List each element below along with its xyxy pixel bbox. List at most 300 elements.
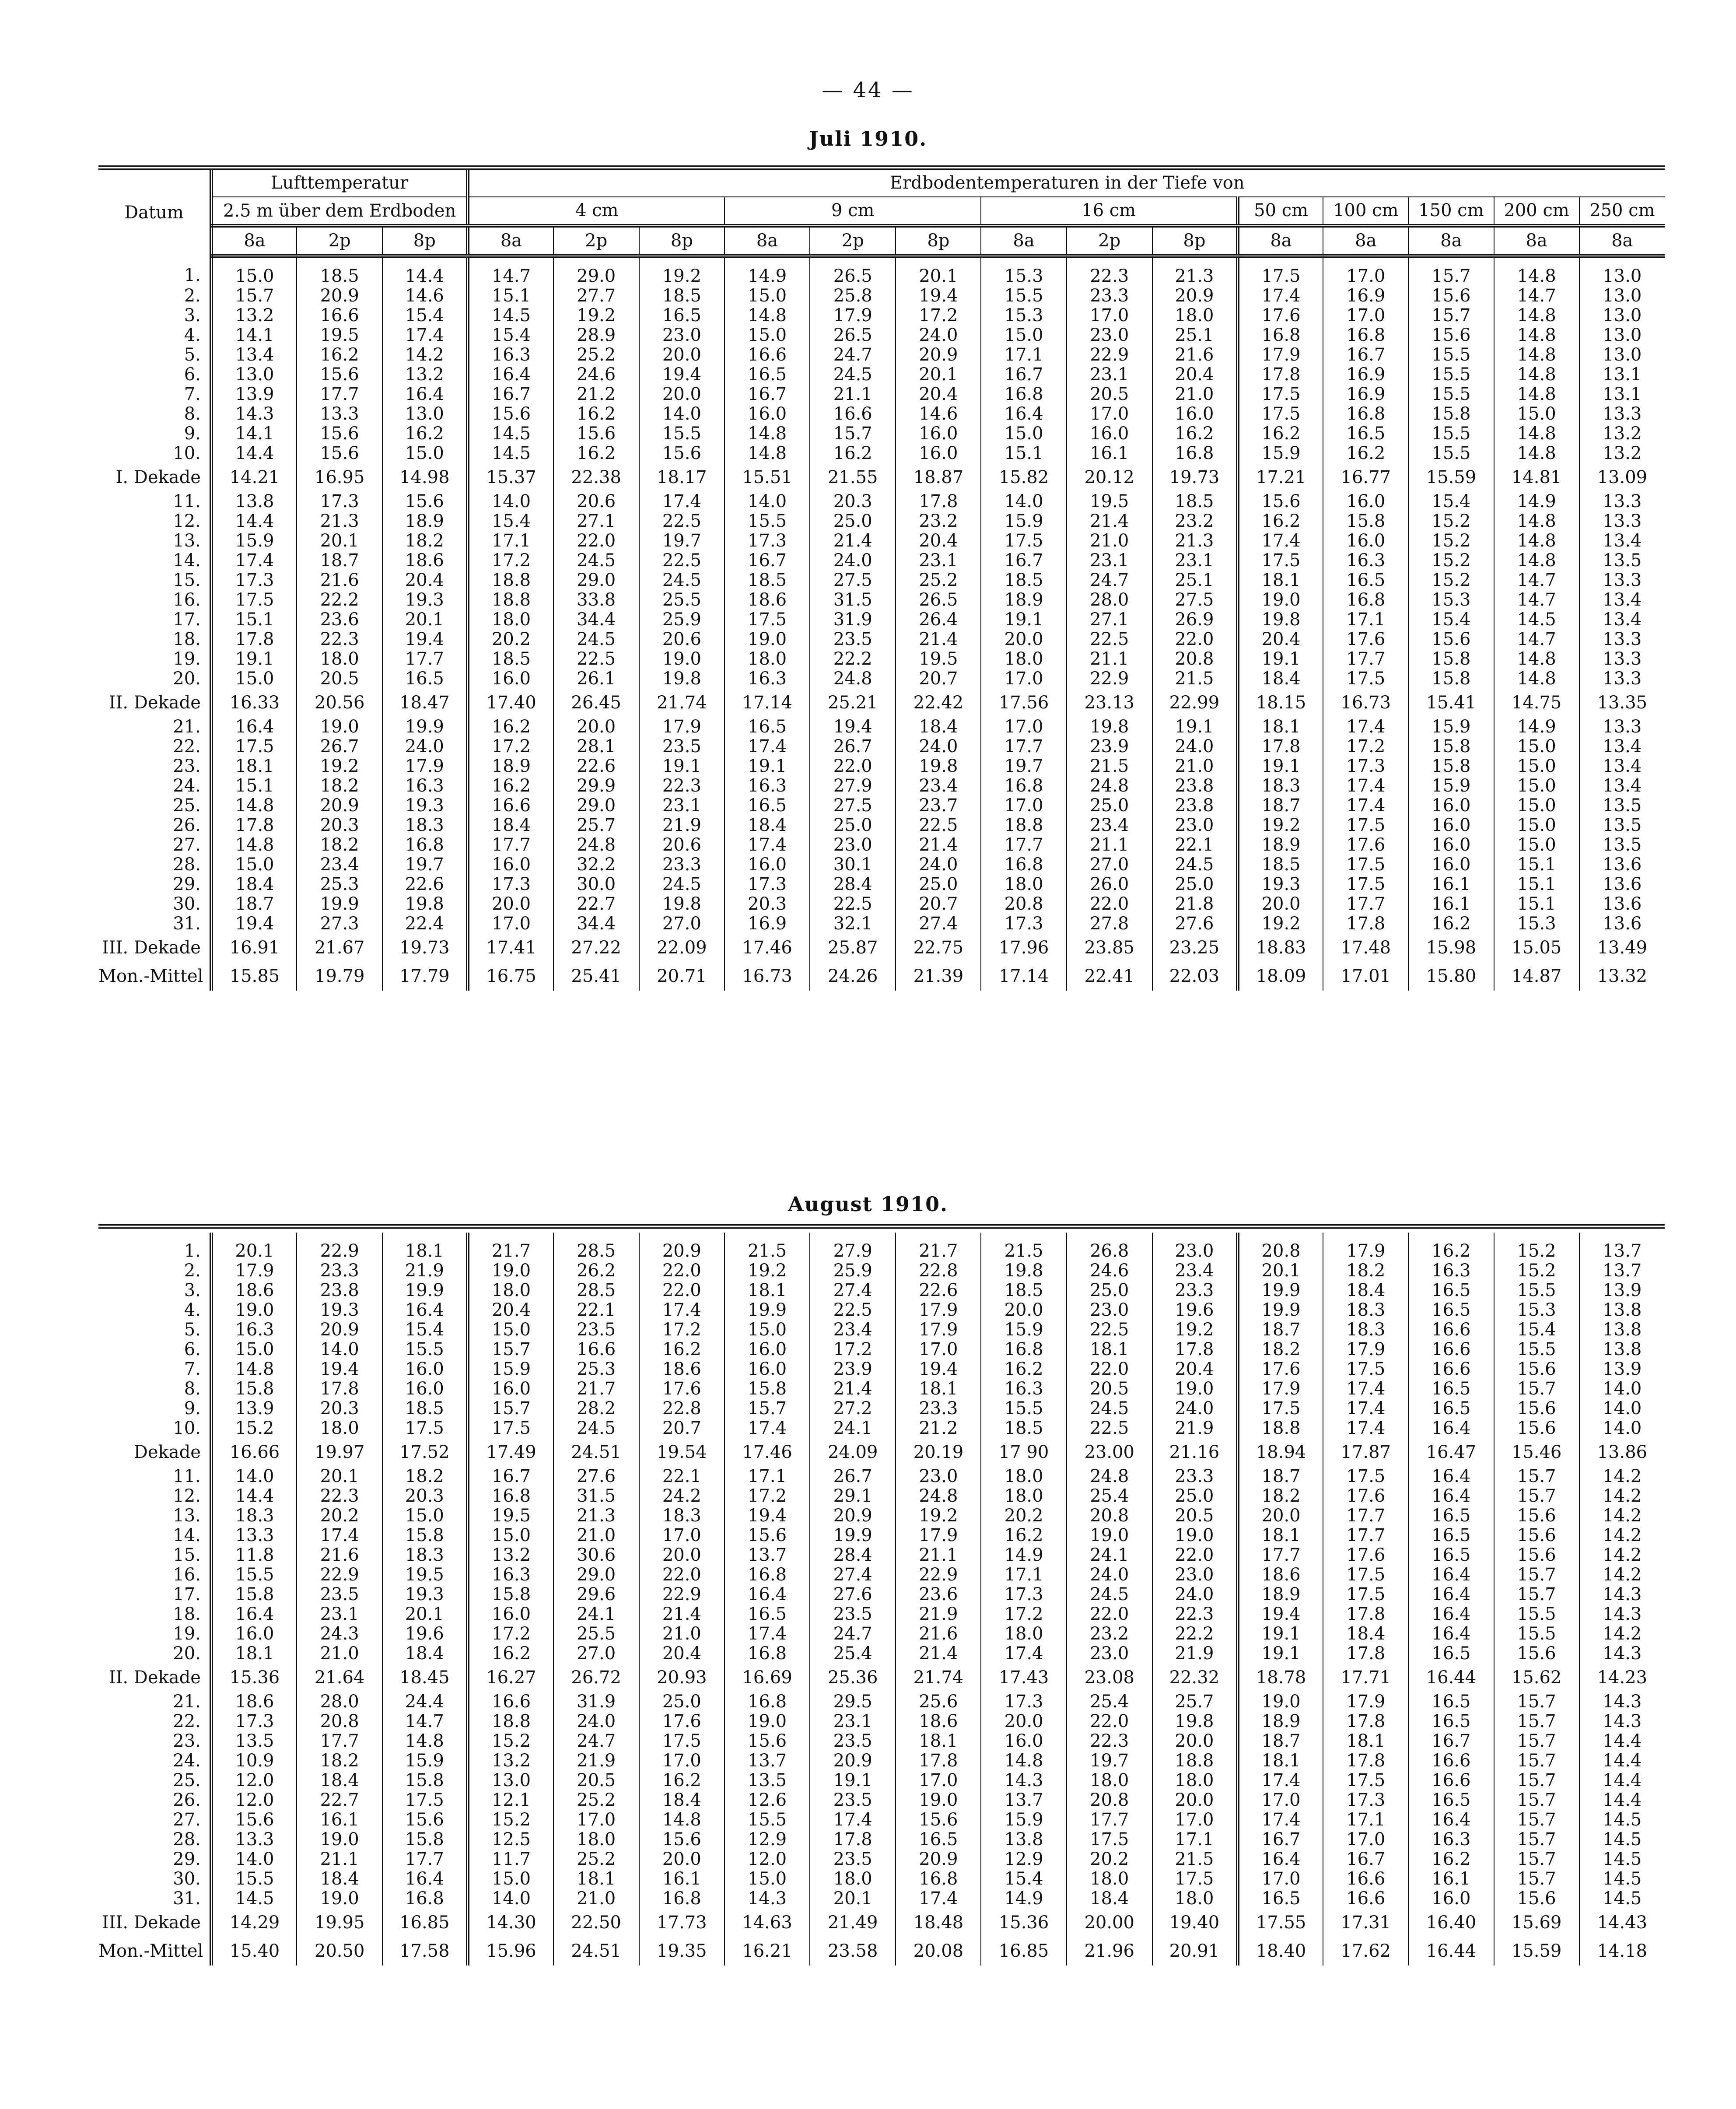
table-cell: 15.0 [724,326,810,345]
table-cell: 13.1 [1579,365,1665,385]
table-cell: 16.4 [211,1605,297,1624]
table-row [98,1467,1665,1486]
august-top-rule [98,1226,1665,1233]
header-time: 8a [1579,226,1665,256]
table-cell: 19.1 [1238,649,1323,669]
table-cell: 15.6 [553,424,639,444]
table-cell: 16.2 [553,444,639,463]
table-cell: 17.0 [896,1340,981,1359]
table-cell: 22.09 [639,934,724,962]
table-cell: 14.8 [382,1731,468,1751]
table-cell: 18.4 [1238,669,1323,689]
table-cell: 20.9 [810,1751,896,1771]
table-cell: 21.0 [1067,531,1152,551]
table-cell: 14.3 [1579,1585,1665,1605]
table-cell: 12.1 [468,1790,553,1810]
row-label: 18. [173,1604,201,1624]
table-cell: 17.5 [1323,1467,1408,1486]
table-cell: 16.0 [468,855,553,875]
table-cell: 18.7 [211,894,297,914]
table-cell: 21.5 [981,1233,1066,1261]
table-cell: 18.5 [468,649,553,669]
table-cell: 23.1 [810,1712,896,1731]
table-cell: 22.0 [1067,1712,1152,1731]
table-cell: 20.5 [553,1771,639,1790]
table-cell: 23.4 [810,1320,896,1340]
table-cell: 13.0 [1579,306,1665,326]
table-cell: 13.9 [211,385,297,404]
table-cell: 17.5 [1238,385,1323,404]
table-cell: 15.3 [981,306,1066,326]
table-cell: 20.8 [981,894,1066,914]
table-cell: 20.1 [1238,1261,1323,1281]
table-cell: 19.8 [639,894,724,914]
table-cell: 21.9 [1152,1419,1238,1438]
table-cell: 24.5 [810,365,896,385]
table-cell: 18.2 [382,531,468,551]
table-cell: 14.8 [724,424,810,444]
table-cell: 20.1 [382,1605,468,1624]
row-label: 8. [184,404,201,424]
table-cell: 18.0 [553,1830,639,1850]
table-row [98,875,1665,894]
table-cell: 20.00 [1067,1909,1152,1937]
table-cell: 15.6 [211,1810,297,1830]
table-cell: 15.5 [1408,345,1494,365]
table-cell: 13.09 [1579,463,1665,492]
header-time: 8p [896,226,981,256]
table-cell: 16.7 [1238,1830,1323,1850]
table-cell: 14.9 [981,1889,1066,1909]
table-cell: 13.3 [1579,717,1665,737]
table-cell: 15.5 [1494,1340,1579,1359]
table-cell: 15.96 [468,1937,553,1965]
table-cell: 22.0 [810,757,896,776]
table-cell: 14.2 [1579,1565,1665,1585]
table-cell: 21.5 [724,1233,810,1261]
table-cell: 15.5 [211,1565,297,1585]
table-cell: 18.5 [639,286,724,306]
table-row [98,385,1665,404]
table-cell: 15.6 [297,365,382,385]
table-cell: 16.8 [981,1340,1066,1359]
table-cell: 23.9 [1067,737,1152,757]
row-label: 25. [173,795,201,816]
table-cell: 14.8 [211,835,297,855]
table-cell: 14.7 [1494,571,1579,590]
table-cell: 17.5 [1323,1771,1408,1790]
header-time: 8a [724,226,810,256]
table-cell: 17.3 [1323,757,1408,776]
table-cell: 27.5 [1152,590,1238,610]
table-cell: 17.0 [639,1526,724,1545]
table-cell: 22.3 [1067,1731,1152,1751]
table-cell: 13.0 [1579,345,1665,365]
table-cell: 21.3 [1152,531,1238,551]
table-cell: 17.5 [1323,875,1408,894]
table-cell: 15.7 [468,1399,553,1419]
table-row [98,796,1665,816]
table-cell: 19.0 [297,1830,382,1850]
table-cell: 22.1 [1152,835,1238,855]
table-cell: 20.2 [1067,1850,1152,1869]
table-cell: 16.0 [1408,835,1494,855]
table-row [98,511,1665,531]
table-cell: 20.0 [468,894,553,914]
table-cell: 16.6 [1408,1771,1494,1790]
table-cell: 16.3 [1408,1830,1494,1850]
table-cell: 16.8 [896,1869,981,1889]
table-cell: 20.2 [297,1506,382,1526]
table-cell: 21.4 [810,531,896,551]
table-cell: 20.1 [297,1467,382,1486]
table-cell: 25.41 [553,962,639,991]
table-cell: 16.4 [1408,1565,1494,1585]
table-cell: 17.5 [1238,256,1323,286]
table-cell: 17.41 [468,934,553,962]
table-row [98,551,1665,571]
table-cell: 14.5 [1579,1850,1665,1869]
table-cell: 15.7 [1494,1585,1579,1605]
row-label: 11. [173,1466,201,1486]
table-cell: 13.7 [981,1790,1066,1810]
table-cell: 24.5 [639,875,724,894]
table-cell: 23.08 [1067,1664,1152,1692]
table-cell: 17.49 [468,1438,553,1467]
table-cell: 12.9 [724,1830,810,1850]
table-cell: 13.5 [1579,835,1665,855]
table-cell: 16.75 [468,962,553,991]
header-time: 8p [382,226,468,256]
table-body-august [98,1226,1665,1965]
table-cell: 14.5 [211,1889,297,1909]
table-cell: 14.21 [211,463,297,492]
table-cell: 17.4 [724,737,810,757]
table-cell: 16.5 [896,1830,981,1850]
table-cell: 21.0 [553,1526,639,1545]
table-cell: 13.8 [1579,1340,1665,1359]
table-cell: 23.6 [297,610,382,630]
table-cell: 15.6 [1494,1644,1579,1664]
table-cell: 14.1 [211,326,297,345]
table-cell: 15.5 [1408,365,1494,385]
table-cell: 24.0 [1152,1585,1238,1605]
table-cell: 20.4 [1152,1359,1238,1379]
table-cell: 21.96 [1067,1937,1152,1965]
table-cell: 17.7 [1238,1545,1323,1565]
table-cell: 16.5 [1323,424,1408,444]
table-cell: 15.7 [1494,1790,1579,1810]
table-cell: 14.9 [724,256,810,286]
table-cell: 17.9 [211,1261,297,1281]
table-cell: 19.7 [382,855,468,875]
table-cell: 18.3 [1323,1320,1408,1340]
table-cell: 27.0 [639,914,724,934]
table-cell: 17.4 [1238,531,1323,551]
table-cell: 16.8 [1323,590,1408,610]
table-cell: 14.7 [1494,590,1579,610]
table-cell: 23.2 [1067,1624,1152,1644]
table-cell: 18.6 [382,551,468,571]
table-cell: 17.7 [981,737,1066,757]
table-cell: 22.0 [1152,630,1238,649]
table-cell: 27.0 [553,1644,639,1664]
table-cell: 16.9 [1323,365,1408,385]
row-label: 12. [173,1486,201,1506]
table-cell: 16.33 [211,689,297,717]
table-cell: 14.5 [1494,610,1579,630]
table-cell: 20.9 [810,1506,896,1526]
summary-row [98,463,1665,492]
table-cell: 15.5 [1494,1281,1579,1300]
table-cell: 34.4 [553,610,639,630]
table-cell: 16.1 [1408,1869,1494,1889]
table-cell: 17.6 [1238,306,1323,326]
table-cell: 18.0 [724,649,810,669]
header-time: 8a [1494,226,1579,256]
table-cell: 18.1 [896,1379,981,1399]
table-cell: 20.0 [1238,1506,1323,1526]
table-cell: 15.0 [468,1320,553,1340]
table-cell: 13.0 [1579,326,1665,345]
table-cell: 27.2 [810,1399,896,1419]
table-row [98,1565,1665,1585]
table-cell: 24.7 [553,1731,639,1751]
table-cell: 18.17 [639,463,724,492]
table-cell: 18.3 [382,816,468,835]
table-cell: 23.9 [810,1359,896,1379]
table-cell: 25.3 [297,875,382,894]
table-cell: 16.3 [211,1320,297,1340]
table-cell: 21.67 [297,934,382,962]
table-cell: 22.5 [896,816,981,835]
table-cell: 19.4 [639,365,724,385]
row-label: 16. [173,590,201,610]
table-cell: 15.0 [981,326,1066,345]
table-cell: 15.8 [1408,669,1494,689]
table-cell: 15.4 [382,306,468,326]
table-cell: 27.6 [553,1467,639,1486]
table-cell: 17.3 [211,1712,297,1731]
table-cell: 16.6 [1408,1359,1494,1379]
table-cell: 16.5 [1408,1526,1494,1545]
table-cell: 17.5 [1323,855,1408,875]
table-cell: 21.8 [1152,894,1238,914]
table-cell: 19.5 [896,649,981,669]
table-cell: 15.2 [1408,511,1494,531]
table-cell: 13.4 [1579,610,1665,630]
table-cell: 16.8 [981,385,1066,404]
row-label: 20. [173,669,201,689]
table-cell: 22.0 [639,1281,724,1300]
table-cell: 28.0 [297,1692,382,1712]
table-cell: 15.6 [468,404,553,424]
table-cell: 16.2 [553,404,639,424]
table-cell: 16.5 [1408,1281,1494,1300]
table-cell: 17.96 [981,934,1066,962]
table-cell: 18.7 [1238,1731,1323,1751]
table-row [98,610,1665,630]
table-cell: 22.9 [639,1585,724,1605]
table-cell: 16.73 [724,962,810,991]
table-cell: 22.2 [810,649,896,669]
table-row [98,1526,1665,1545]
table-cell: 22.1 [553,1300,639,1320]
row-label: 4. [184,1300,201,1320]
table-cell: 25.9 [639,610,724,630]
table-cell: 22.3 [297,1486,382,1506]
table-cell: 19.7 [639,531,724,551]
table-cell: 16.2 [810,444,896,463]
table-cell: 16.85 [382,1909,468,1937]
table-row [98,1320,1665,1340]
table-cell: 26.45 [553,689,639,717]
table-cell: 16.6 [1408,1751,1494,1771]
table-cell: 14.8 [1494,306,1579,326]
table-cell: 14.4 [211,1486,297,1506]
table-cell: 17.48 [1323,934,1408,962]
table-row [98,531,1665,551]
table-cell: 15.1 [211,776,297,796]
row-label: 15. [173,1545,201,1565]
row-label: 31. [173,1888,201,1909]
row-label: 8. [184,1379,201,1399]
table-cell: 16.0 [981,1731,1066,1751]
table-cell: 30.0 [553,875,639,894]
table-cell: 17.56 [981,689,1066,717]
table-cell: 15.7 [1408,306,1494,326]
table-cell: 22.9 [1067,669,1152,689]
table-cell: 20.5 [297,669,382,689]
table-cell: 16.0 [724,855,810,875]
table-cell: 13.4 [211,345,297,365]
row-label: 31. [173,914,201,934]
table-cell: 19.2 [639,256,724,286]
row-label: 27. [173,835,201,855]
table-cell: 14.98 [382,463,468,492]
table-cell: 19.5 [1067,492,1152,511]
table-row [98,717,1665,737]
table-cell: 17.0 [1067,404,1152,424]
table-cell: 18.94 [1238,1438,1323,1467]
table-cell: 34.4 [553,914,639,934]
row-label: 11. [173,491,201,511]
table-cell: 15.7 [1494,1810,1579,1830]
table-cell: 19.9 [810,1526,896,1545]
table-cell: 17.5 [1323,1565,1408,1585]
row-label: 28. [173,855,201,875]
table-cell: 17.3 [297,492,382,511]
header-time: 2p [1067,226,1152,256]
table-cell: 14.4 [1579,1790,1665,1810]
table-cell: 21.7 [553,1379,639,1399]
table-cell: 18.1 [1238,571,1323,590]
table-cell: 16.4 [382,1869,468,1889]
table-cell: 15.8 [468,1585,553,1605]
table-cell: 18.0 [981,1467,1066,1486]
table-cell: 29.6 [553,1585,639,1605]
table-cell: 25.36 [810,1664,896,1692]
table-cell: 14.0 [1579,1379,1665,1399]
table-cell: 23.0 [1152,1565,1238,1585]
table-cell: 19.8 [896,757,981,776]
table-cell: 15.6 [639,1830,724,1850]
table-cell: 16.8 [468,1486,553,1506]
row-label: 4. [184,325,201,345]
table-cell: 13.3 [1579,404,1665,424]
table-cell: 17.5 [1238,1399,1323,1419]
table-row [98,1379,1665,1399]
table-row [98,894,1665,914]
table-cell: 15.05 [1494,934,1579,962]
table-cell: 15.9 [1408,717,1494,737]
table-cell: 15.8 [382,1526,468,1545]
table-cell: 16.0 [1408,1889,1494,1909]
row-label: Dekade [133,1442,201,1462]
table-cell: 18.2 [1238,1486,1323,1506]
table-cell: 16.0 [468,669,553,689]
table-cell: 18.48 [896,1909,981,1937]
table-cell: 17.7 [382,1850,468,1869]
table-cell: 29.0 [553,796,639,816]
table-cell: 14.0 [211,1850,297,1869]
table-cell: 20.9 [297,796,382,816]
table-cell: 18.4 [382,1644,468,1664]
header-luft-height: 2.5 m über dem Erdboden [211,197,468,226]
table-cell: 21.4 [1067,511,1152,531]
table-cell: 21.1 [1067,649,1152,669]
table-cell: 25.0 [1152,875,1238,894]
table-cell: 15.6 [297,444,382,463]
table-cell: 24.6 [1067,1261,1152,1281]
table-row [98,345,1665,365]
table-cell: 17.4 [1323,796,1408,816]
table-cell: 15.37 [468,463,553,492]
table-cell: 19.73 [382,934,468,962]
table-cell: 18.8 [981,816,1066,835]
row-label: 21. [173,717,201,737]
table-cell: 18.8 [1238,1419,1323,1438]
header-depth-250cm: 250 cm [1579,197,1665,226]
table-cell: 14.0 [297,1340,382,1359]
table-cell: 20.3 [810,492,896,511]
table-row [98,1830,1665,1850]
table-cell: 17.4 [896,1889,981,1909]
table-cell: 17.14 [724,689,810,717]
table-cell: 16.9 [1323,385,1408,404]
table-cell: 18.9 [468,757,553,776]
table-cell: 16.3 [468,345,553,365]
table-cell: 27.4 [896,914,981,934]
table-cell: 17.46 [724,934,810,962]
table-cell: 17.4 [211,551,297,571]
table-cell: 20.3 [724,894,810,914]
table-cell: 15.5 [211,1869,297,1889]
table-cell: 31.9 [553,1692,639,1712]
row-label: 27. [173,1810,201,1830]
table-cell: 15.7 [1494,1692,1579,1712]
table-cell: 24.4 [382,1692,468,1712]
table-cell: 24.8 [553,835,639,855]
table-cell: 16.5 [1408,1399,1494,1419]
table-cell: 19.9 [724,1300,810,1320]
table-cell: 16.2 [468,717,553,737]
table-cell: 15.2 [1408,551,1494,571]
table-cell: 17.8 [297,1379,382,1399]
table-cell: 20.4 [382,571,468,590]
table-cell: 22.7 [297,1790,382,1810]
table-cell: 20.5 [1067,385,1152,404]
